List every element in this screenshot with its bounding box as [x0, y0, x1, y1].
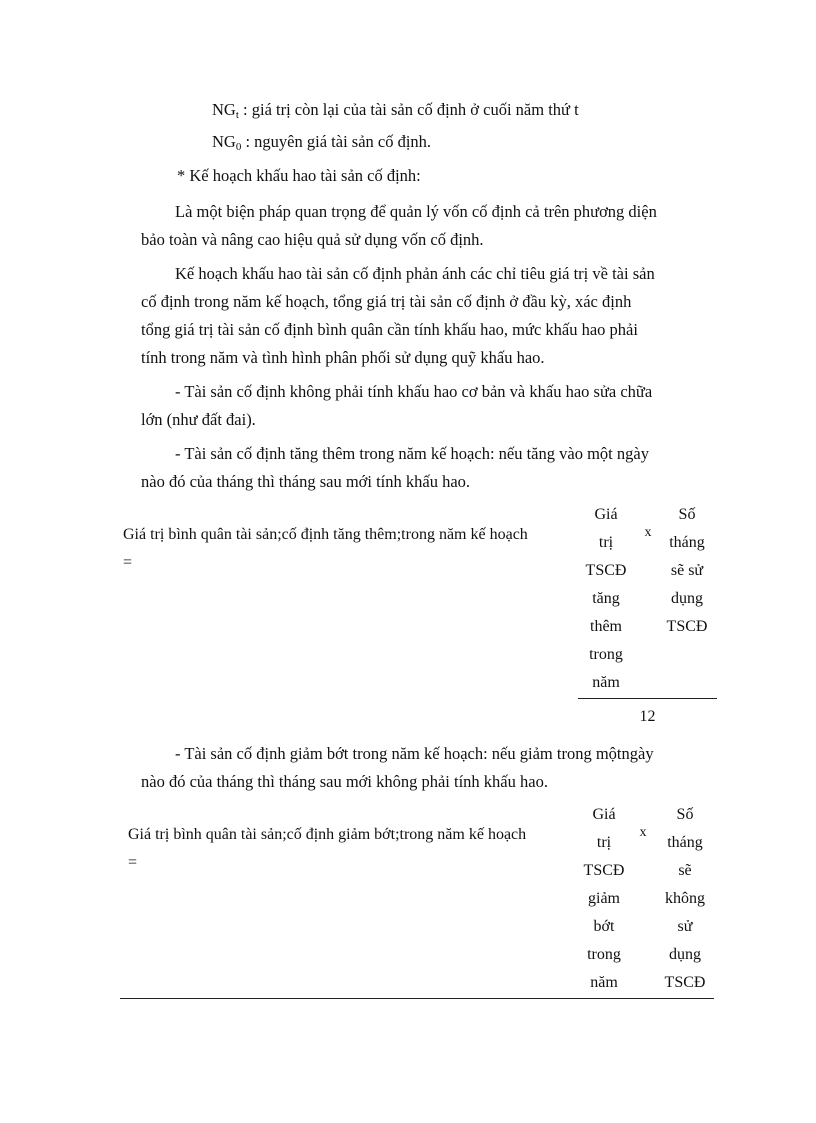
para3-line1: - Tài sản cố định không phải tính khấu hao cơ bản và khấu hao sửa chữa	[175, 382, 653, 401]
formula1-right-word: Số	[678, 506, 696, 523]
para3-line2: lớn (như đất đai).	[141, 410, 256, 429]
formula2-left-word: bớt	[593, 918, 615, 935]
para4-line2: nào đó của tháng thì tháng sau mới tính khấu hao.	[141, 472, 471, 491]
formula2-right-word: tháng	[667, 834, 703, 851]
formula1-left-word: trong	[589, 646, 623, 663]
formula1-denominator: 12	[639, 708, 656, 725]
formula2-left-word: năm	[590, 974, 618, 991]
definition-text: : giá trị còn lại của tài sản cố định ở cuối năm thứ t	[238, 100, 579, 119]
formula1-left-word: tăng	[592, 590, 620, 607]
formula1-right-word: tháng	[669, 534, 705, 551]
symbol-ng: NG	[212, 100, 236, 119]
formula2-right-word: sử	[677, 918, 693, 935]
para2-line2: cố định trong năm kế hoạch, tổng giá trị tài sản cố định ở đầu kỳ, xác định	[141, 292, 632, 311]
subscript-t: t	[235, 109, 239, 121]
formula1-right-word: TSCĐ	[666, 618, 708, 635]
formula1-equals: =	[123, 554, 133, 571]
formula2-numerator-right	[656, 801, 714, 997]
formula2-left-word: giảm	[588, 890, 620, 907]
formula1-left-word: TSCĐ	[585, 562, 627, 579]
formula2-left-word: trị	[596, 834, 612, 851]
para5-line1: - Tài sản cố định giảm bớt trong năm kế hoạch: nếu giảm trong mộtngày	[175, 744, 654, 763]
para1-line2: bảo toàn và nâng cao hiệu quả sử dụng vốn cố định.	[141, 230, 484, 249]
para5-line2: nào đó của tháng thì tháng sau mới không phải tính khấu hao.	[141, 772, 548, 791]
para1-line1: Là một biện pháp quan trọng để quản lý vốn cố định cả trên phương diện	[175, 202, 657, 221]
formula2-left-word: trong	[587, 946, 621, 963]
formula2-right-word: Số	[676, 806, 694, 823]
formula2-right-word: TSCĐ	[664, 974, 706, 991]
formula2-right-word: sẽ	[678, 862, 692, 879]
para4-line1: - Tài sản cố định tăng thêm trong năm kế hoạch: nếu tăng vào một ngày	[175, 444, 649, 463]
formula1-left-word: thêm	[590, 618, 622, 635]
formula2-numerator-left	[576, 801, 632, 997]
para2-line1: Kế hoạch khấu hao tài sản cố định phản ánh các chỉ tiêu giá trị về tài sản	[175, 264, 655, 283]
definition-text: : nguyên giá tài sản cố định.	[241, 132, 432, 151]
para2-line3: tổng giá trị tài sản cố định bình quân cần tính khấu hao, mức khấu hao phải	[141, 320, 638, 339]
symbol-ng: NG	[212, 132, 236, 151]
formula2-multiply: x	[639, 825, 647, 840]
formula1-left-word: năm	[592, 674, 620, 691]
formula1-multiply: x	[644, 525, 652, 540]
definition-ngt	[212, 100, 579, 125]
definition-ng0	[212, 132, 431, 157]
formula1-right-word: dụng	[671, 590, 703, 607]
formula2-fraction-bar	[120, 998, 714, 999]
section-heading: * Kế hoạch khấu hao tài sản cố định:	[177, 166, 421, 185]
formula2-left-word: Giá	[592, 806, 616, 823]
formula1-left-word: Giá	[594, 506, 618, 523]
formula2-right-word: dụng	[669, 946, 701, 963]
formula2-label: Giá trị bình quân tài sản;cố định giảm bớt;trong năm kế hoạch	[128, 826, 527, 843]
formula1-label: Giá trị bình quân tài sản;cố định tăng thêm;trong năm kế hoạch	[123, 526, 528, 543]
subscript-0: 0	[235, 141, 242, 153]
formula1-numerator-right	[658, 501, 716, 641]
formula2-right-word: không	[665, 890, 705, 907]
formula1-fraction-bar	[578, 698, 717, 699]
formula2-left-word: TSCĐ	[583, 862, 625, 879]
formula2-equals: =	[128, 854, 138, 871]
formula1-right-word: sẽ sử	[670, 562, 704, 579]
formula1-left-word: trị	[598, 534, 614, 551]
para2-line4: tính trong năm và tình hình phân phối sử dụng quỹ khấu hao.	[141, 348, 545, 367]
formula1-numerator-left	[578, 501, 634, 697]
